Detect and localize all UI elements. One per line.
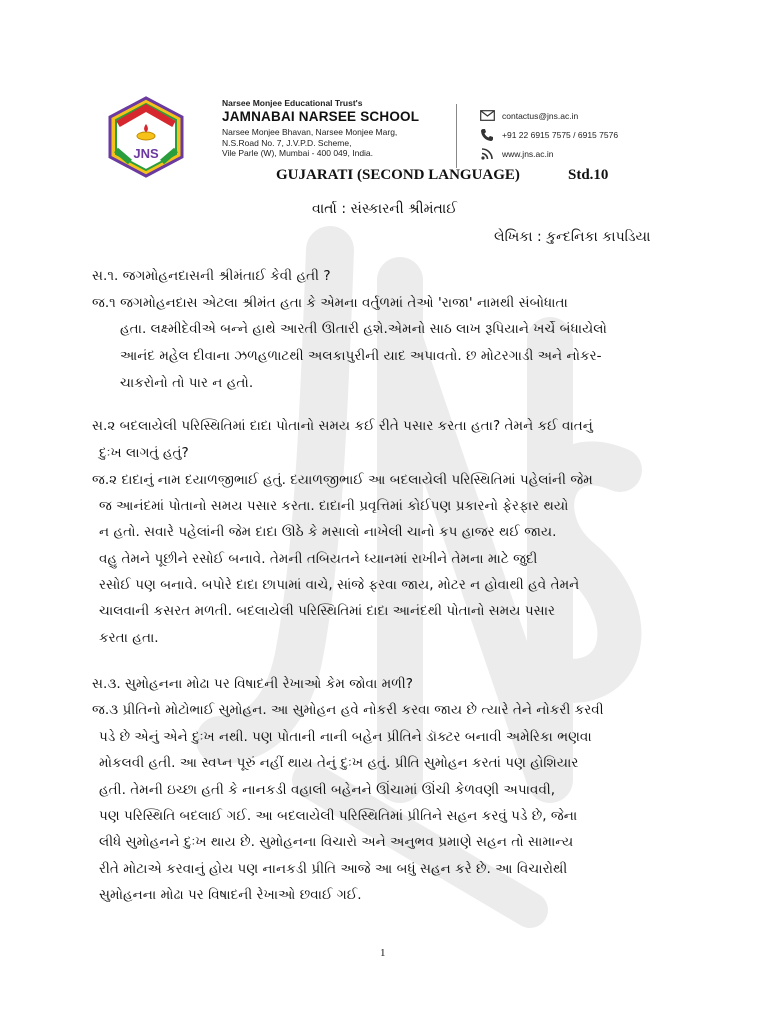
address-line-1: Narsee Monjee Bhavan, Narsee Monjee Marg, [222, 127, 398, 137]
answer-3-line: જ.૩ પ્રીતિનો મોટોભાઈ સુમોહન. આ સુમોહન હવે નોકરી કરવા જાય છે ત્યારે તેને નોકરી કરવી [92, 702, 604, 718]
answer-1-line: ચાકરોનો તો પાર ન હતો. [120, 375, 254, 391]
answer-2-line: ન હતો. સવારે પહેલાંની જેમ દાદા ઊઠે કે મસાલો નાખેલી ચાનો કપ હાજર થઈ જાય. [99, 524, 557, 540]
answer-2-line: કરતા હતા. [99, 630, 159, 646]
rss-icon [478, 147, 496, 161]
answer-2-line: જ આનંદમાં પોતાનો સમય પસાર કરતા. દાદાની પ્રવૃત્તિમાં કોઈપણ પ્રકારનો ફેરફાર થયો [99, 498, 569, 514]
page-number: 1 [380, 947, 386, 959]
contact-info [478, 106, 678, 163]
school-letterhead [222, 98, 452, 159]
question-1: સ.૧. જગમોહનદાસની શ્રીમંતાઈ કેવી હતી ? [92, 268, 331, 284]
question-2-cont: દુઃખ લાગતું હતું? [99, 445, 189, 461]
answer-3-line: મોકલવી હતી. આ સ્વપ્ન પૂરું નહીં થાય તેનું દુઃખ હતું. પ્રીતિ સુમોહન કરતાં પણ હોશિયાર [99, 755, 579, 771]
email-text[interactable]: contactus@jns.ac.in [502, 110, 579, 121]
story-author: લેખિકા : કુન્દનિકા કાપડિયા [494, 229, 651, 245]
answer-2-line: ચાલવાની કસરત મળતી. બદલાયેલી પરિસ્થિતિમાં દાદા આનંદથી પોતાનો સમય પસાર [99, 603, 556, 619]
story-title: વાર્તા : સંસ્કારની શ્રીમંતાઈ [312, 201, 458, 217]
header-divider [456, 104, 457, 168]
contact-email [478, 106, 678, 125]
answer-2-line: રસોઈ પણ બનાવે. બપોરે દાદા છાપામાં વાચે, સાંજે ફરવા જાય, મોટર ન હોવાથી હવે તેમને [99, 577, 580, 593]
answer-1-line: આનંદ મહેલ દીવાના ઝળહળાટથી અલકાપુરીની યાદ અપાવતો. છ મોટરગાડી અને નોકર- [120, 348, 602, 364]
school-logo [104, 96, 188, 178]
trust-name: Narsee Monjee Educational Trust's [222, 98, 363, 108]
phone-text[interactable]: +91 22 6915 7575 / 6915 7576 [502, 129, 619, 140]
answer-2-line: વહુ તેમને પૂછીને રસોઈ બનાવે. તેમની તબિયતને ધ્યાનમાં રાખીને તેમના માટે જુદી [99, 551, 538, 567]
answer-1-line: જ.૧ જગમોહનદાસ એટલા શ્રીમંત હતા કે એમના વર્તુળમાં તેઓ 'રાજા' નામથી સંબોધાતા [92, 295, 568, 311]
subject-title: GUJARATI (SECOND LANGUAGE) [276, 167, 520, 183]
logo-text: JNS [133, 146, 159, 161]
website-text[interactable]: www.jns.ac.in [502, 148, 554, 159]
address-line-2: N.S.Road No. 7, J.V.P.D. Scheme, [222, 137, 352, 148]
answer-1-line: હતા. લક્ષ્મીદેવીએ બન્ને હાથે આરતી ઊતારી હશે.એમનો સાઠ લાખ રૂપિયાને ખર્ચે બંધાયેલો [120, 321, 607, 337]
school-name: JAMNABAI NARSEE SCHOOL [222, 109, 420, 124]
standard-label: Std.10 [568, 167, 609, 183]
question-2: સ.૨ બદલાયેલી પરિસ્થિતિમાં દાદા પોતાનો સમય કઈ રીતે પસાર કરતા હતા? તેમને કઈ વાતનું [92, 418, 593, 434]
answer-3-line: હતી. તેમની ઇચ્છા હતી કે નાનકડી વહાલી બહેનને ઊંચામાં ઊંચી કેળવણી અપાવવી, [99, 782, 556, 798]
question-3: સ.૩. સુમોહનના મોઢા પર વિષાદની રેખાઓ કેમ જોવા મળી? [92, 676, 413, 692]
contact-website [478, 144, 678, 163]
phone-icon [478, 128, 496, 142]
mail-icon [478, 109, 496, 123]
answer-3-line: લીધે સુમોહનને દુઃખ થાય છે. સુમોહનના વિચારો અને અનુભવ પ્રમાણે સહન તો સામાન્ય [99, 834, 574, 850]
address-line-3: Vile Parle (W), Mumbai - 400 049, India. [222, 148, 374, 158]
answer-3-line: રીતે મોટાએ કરવાનું હોય પણ નાનકડી પ્રીતિ આજે આ બધું સહન કરે છે. આ વિચારોથી [99, 861, 568, 877]
answer-3-line: સુમોહનના મોઢા પર વિષાદની રેખાઓ છવાઈ ગઈ. [99, 887, 362, 903]
contact-phone [478, 125, 678, 144]
answer-3-line: પડે છે એનું એને દુઃખ નથી. પણ પોતાની નાની બહેન પ્રીતિને ડૉક્ટર બનાવી અમેરિકા ભણવા [99, 729, 592, 745]
answer-2-line: જ.૨ દાદાનું નામ દયાળજીભાઈ હતું. દયાળજીભાઈ આ બદલાયેલી પરિસ્થિતિમાં પહેલાંની જેમ [92, 472, 593, 488]
answer-3-line: પણ પરિસ્થિતિ બદલાઈ ગઈ. આ બદલાયેલી પરિસ્થિતિમાં પ્રીતિને સહન કરવું પડે છે, જેના [99, 808, 578, 824]
